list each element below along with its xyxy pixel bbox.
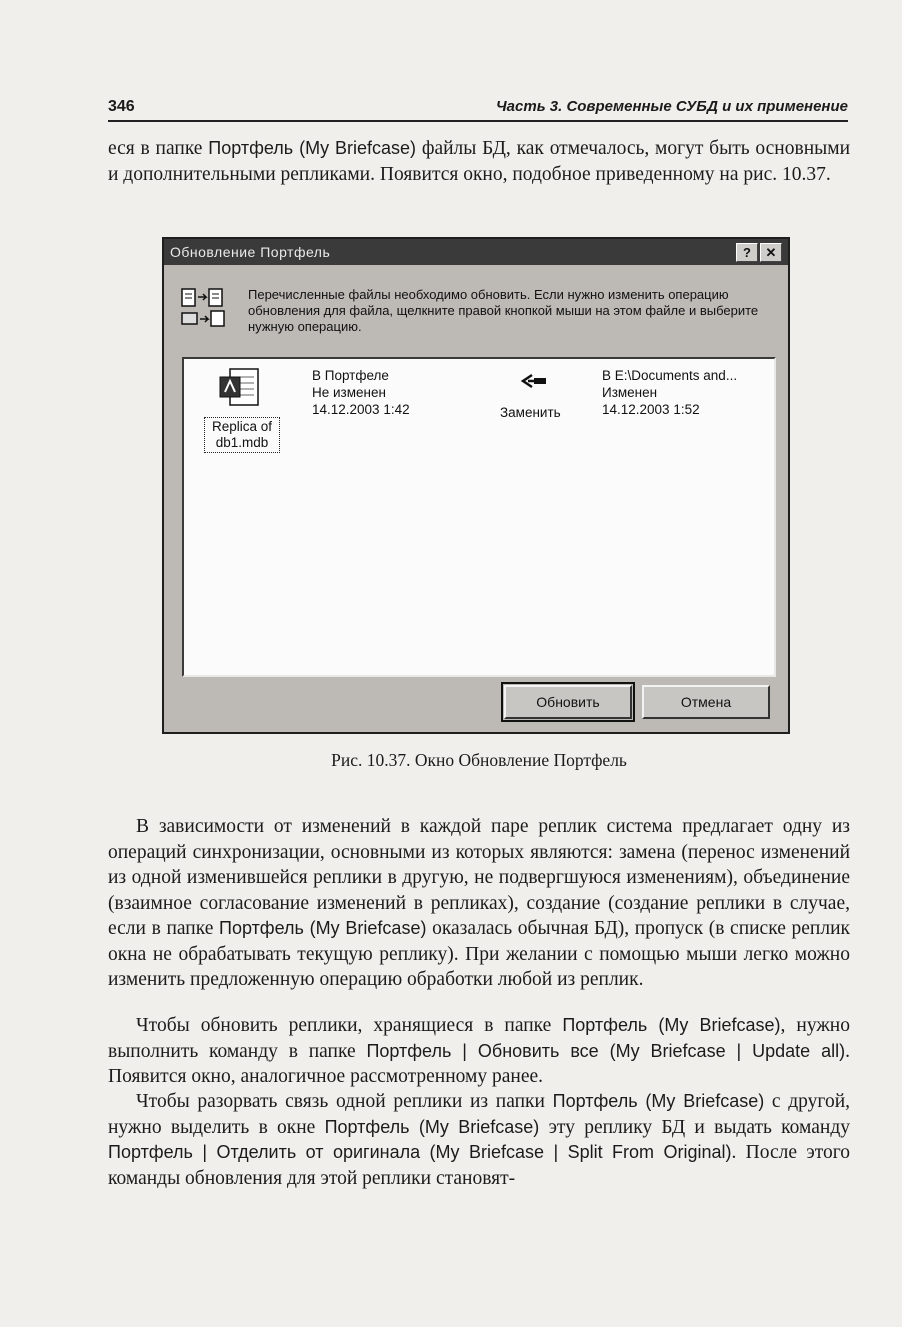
paragraph-update-all	[108, 1013, 850, 1090]
cancel-button[interactable]: Отмена	[642, 685, 770, 719]
text-run: с другой, нужно выделить в окне	[108, 1091, 850, 1138]
location-text: В Портфеле	[312, 368, 389, 383]
page-number: 346	[108, 98, 135, 115]
paragraph-split	[108, 1089, 850, 1191]
paragraph-intro	[108, 136, 850, 187]
text-run: В зависимости от изменений в каждой паре реплик система предлагает одну из операций синхронизации, основными из которых являются: замена (перенос изменений из одной изменившейся реплики в другую, не подвергшуюся изменениям), объединение (взаимное согласование изменений в репликах), создание (создание реплики в случае, если в папке	[108, 816, 850, 939]
text-run: Чтобы разорвать связь одной реплики из папки	[136, 1091, 553, 1112]
figure-caption: Рис. 10.37. Окно Обновление Портфель	[331, 750, 627, 770]
replace-arrow-left-icon[interactable]	[520, 373, 548, 389]
text-run: , нужно выполнить команду в папке	[108, 1015, 850, 1062]
file-name-line: Replica of	[211, 419, 273, 434]
status-text: Изменен	[602, 385, 658, 400]
ui-term: Портфель (My Briefcase)	[562, 1015, 781, 1035]
paragraph-sync-operations	[108, 814, 850, 993]
ui-term: Портфель (My Briefcase)	[219, 918, 427, 938]
help-button[interactable]: ?	[736, 243, 758, 262]
location-text: В E:\Documents and...	[602, 368, 738, 383]
ui-term: Портфель (My Briefcase)	[552, 1091, 765, 1111]
text-run: оказалась обычная БД), пропуск (в списке реплик окна не обрабатывать текущую реплику). При желании с помощью мыши легко можно изменить предложенную операцию обработки любой из реплик.	[108, 918, 850, 990]
close-button[interactable]: ✕	[760, 243, 782, 262]
status-text: Не изменен	[312, 385, 386, 400]
sync-files-icon	[180, 285, 236, 335]
briefcase-update-dialog	[162, 237, 790, 734]
original-copy-info	[602, 367, 737, 418]
date-text: 14.12.2003 1:52	[602, 402, 700, 417]
ui-term: Портфель (My Briefcase)	[208, 138, 417, 158]
text-run: файлы БД, как отмечалось, могут быть основными и дополнительными репликами. Появится окно, подобное приведенному на рис. 10.37.	[108, 138, 851, 185]
instruction-text: Перечисленные файлы необходимо обновить. Если нужно изменить операцию обновления для файла, щелкните правой кнопкой мыши на этом файле и выберите нужную операцию.	[248, 287, 759, 334]
running-head: Часть 3. Современные СУБД и их применение	[496, 98, 848, 115]
sync-action[interactable]: Заменить	[500, 405, 561, 420]
file-name-line: db1.mdb	[215, 435, 269, 450]
dialog-title: Обновление Портфель	[170, 244, 331, 260]
replica-file-label[interactable]	[204, 417, 280, 453]
page-header	[108, 96, 848, 122]
replica-list[interactable]	[182, 357, 776, 677]
ui-command: Портфель | Обновить все (My Briefcase | Update all)	[366, 1040, 846, 1061]
text-run: еся в папке	[108, 138, 209, 159]
dialog-titlebar	[164, 239, 788, 265]
text-run: эту реплику БД и выдать команду	[539, 1116, 851, 1138]
ui-command: Портфель | Отделить от оригинала (My Briefcase | Split From Original)	[108, 1142, 732, 1162]
update-button[interactable]: Обновить	[504, 685, 632, 719]
text-run: Чтобы обновить реплики, хранящиеся в папке	[136, 1015, 563, 1036]
text-run: . Появится окно, аналогичное рассмотренному ранее.	[108, 1040, 850, 1087]
text-run: . После этого команды обновления для этой реплики становят-	[108, 1142, 850, 1189]
date-text: 14.12.2003 1:42	[312, 402, 410, 417]
access-database-icon	[218, 367, 264, 417]
ui-term: Портфель (My Briefcase)	[324, 1116, 540, 1137]
briefcase-copy-info	[312, 367, 410, 418]
